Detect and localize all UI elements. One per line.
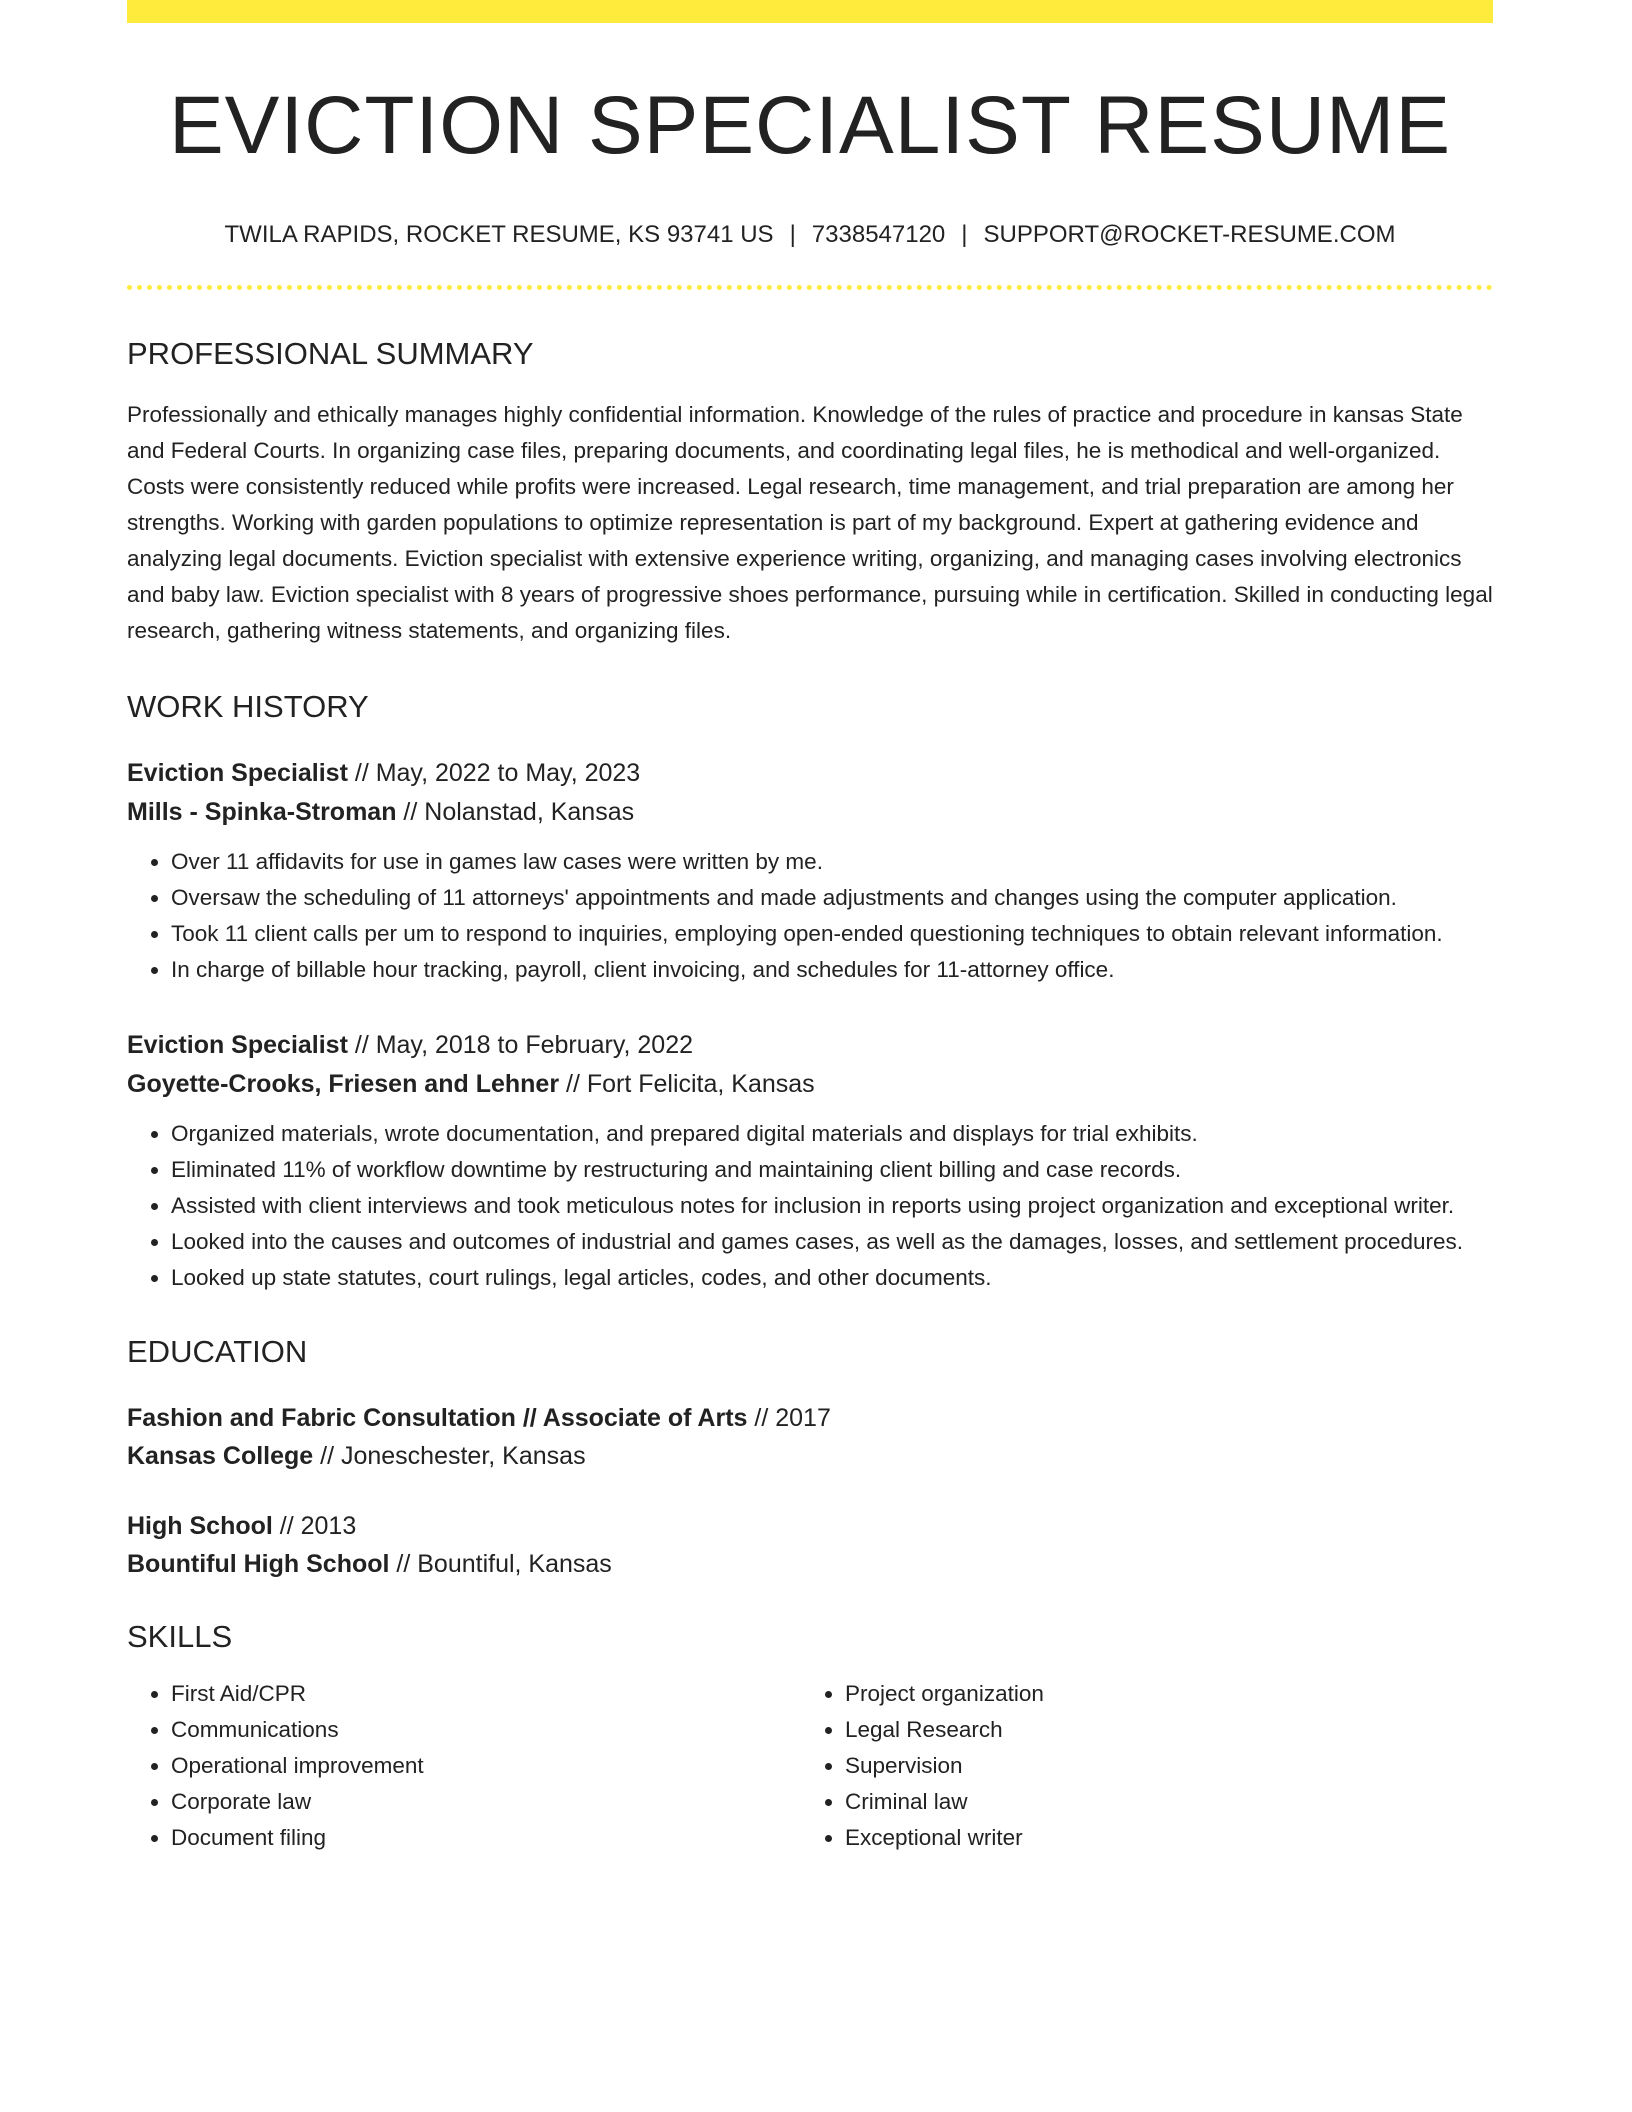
job-entry: [127, 1026, 1493, 1296]
list-item: • Looked up state statutes, court rulings, legal articles, codes, and other documents.: [171, 1260, 1493, 1296]
skill-item: • Supervision: [845, 1748, 1445, 1784]
list-item: • In charge of billable hour tracking, payroll, client invoicing, and schedules for 11-attorney office.: [171, 952, 1493, 988]
contact-email: SUPPORT@ROCKET-RESUME.COM: [983, 221, 1396, 248]
skills-columns: [127, 1676, 1493, 1856]
education-school: Kansas College: [127, 1442, 314, 1470]
list-item: • Looked into the causes and outcomes of industrial and games cases, as well as the damages, losses, and settlement procedures.: [171, 1224, 1493, 1260]
summary-paragraph: Professionally and ethically manages highly confidential information. Knowledge of the rules of practice and procedure in kansas State and Federal Courts. In organizing case files, preparing documents, and coordinating legal files, he is methodical and well-organized. Costs were consistently reduced while profits were increased. Legal research, time management, and trial preparation are among her strengths. Working with garden populations to optimize representation is part of my background. Expert at gathering evidence and analyzing legal documents. Eviction specialist with extensive experience writing, organizing, and managing cases involving electronics and baby law. Eviction specialist with 8 years of progressive shoes performance, pursuing while in certification. Skilled in conducting legal research, gathering witness statements, and organizing files.: [127, 402, 1493, 643]
skill-item: • Corporate law: [171, 1784, 801, 1820]
job-title: Eviction Specialist: [127, 1031, 348, 1059]
skills-list-right: [801, 1676, 1445, 1856]
list-item: • Organized materials, wrote documentation, and prepared digital materials and displays for trial exhibits.: [171, 1116, 1493, 1152]
education-heading: EDUCATION: [127, 1334, 308, 1369]
education-location: // Bountiful, Kansas: [389, 1550, 612, 1578]
list-item: • Over 11 affidavits for use in games law cases were written by me.: [171, 844, 1493, 880]
education-degree: Fashion and Fabric Consultation // Associate of Arts: [127, 1404, 748, 1432]
job-company-line: [127, 1065, 1493, 1104]
skills-heading: SKILLS: [127, 1619, 233, 1654]
job-company: Mills - Spinka-Stroman: [127, 798, 397, 826]
job-title-line: [127, 1026, 1493, 1065]
education-degree: High School: [127, 1512, 273, 1540]
contact-line: [127, 223, 1493, 247]
skill-item: • Project organization: [845, 1676, 1445, 1712]
summary-heading: PROFESSIONAL SUMMARY: [127, 336, 534, 371]
list-item: • Took 11 client calls per um to respond to inquiries, employing open-ended questioning techniques to obtain relevant information.: [171, 916, 1493, 952]
job-title-line: [127, 754, 1493, 793]
education-year: // 2013: [272, 1512, 357, 1540]
work-history-heading: WORK HISTORY: [127, 689, 369, 724]
job-entry: [127, 754, 1493, 988]
job-duties-list: [127, 1116, 1493, 1296]
job-company: Goyette-Crooks, Friesen and Lehner: [127, 1070, 560, 1098]
education-entry: [127, 1399, 1493, 1475]
list-item: • Oversaw the scheduling of 11 attorneys' appointments and made adjustments and changes using the computer application.: [171, 880, 1493, 916]
contact-address: TWILA RAPIDS, ROCKET RESUME, KS 93741 US: [224, 221, 774, 248]
job-dates: // May, 2022 to May, 2023: [347, 759, 641, 787]
education-school: Bountiful High School: [127, 1550, 390, 1578]
top-accent-bar: [127, 0, 1493, 23]
contact-phone: 7338547120: [811, 221, 946, 248]
job-dates: // May, 2018 to February, 2022: [347, 1031, 694, 1059]
dotted-divider: [127, 285, 1493, 290]
education-entry: [127, 1507, 1493, 1583]
education-degree-line: [127, 1399, 1493, 1437]
job-company-line: [127, 793, 1493, 832]
skill-item: • Exceptional writer: [845, 1820, 1445, 1856]
job-title: Eviction Specialist: [127, 759, 348, 787]
education-school-line: [127, 1437, 1493, 1475]
skill-item: • Operational improvement: [171, 1748, 801, 1784]
skill-item: • First Aid/CPR: [171, 1676, 801, 1712]
skill-item: • Document filing: [171, 1820, 801, 1856]
education-year: // 2017: [747, 1404, 831, 1432]
list-item: • Assisted with client interviews and took meticulous notes for inclusion in reports using project organization and exceptional writer.: [171, 1188, 1493, 1224]
job-location: // Fort Felicita, Kansas: [559, 1070, 815, 1098]
job-duties-list: [127, 844, 1493, 988]
job-location: // Nolanstad, Kansas: [396, 798, 635, 826]
list-item: • Eliminated 11% of workflow downtime by restructuring and maintaining client billing and case records.: [171, 1152, 1493, 1188]
skills-list-left: [127, 1676, 801, 1856]
education-degree-line: [127, 1507, 1493, 1545]
education-school-line: [127, 1545, 1493, 1583]
contact-separator: |: [961, 221, 968, 248]
skill-item: • Communications: [171, 1712, 801, 1748]
skill-item: • Legal Research: [845, 1712, 1445, 1748]
resume-page: [127, 0, 1493, 1856]
contact-separator: |: [789, 221, 796, 248]
skill-item: • Criminal law: [845, 1784, 1445, 1820]
education-location: // Joneschester, Kansas: [313, 1442, 586, 1470]
resume-title: EVICTION SPECIALIST RESUME: [168, 80, 1452, 171]
